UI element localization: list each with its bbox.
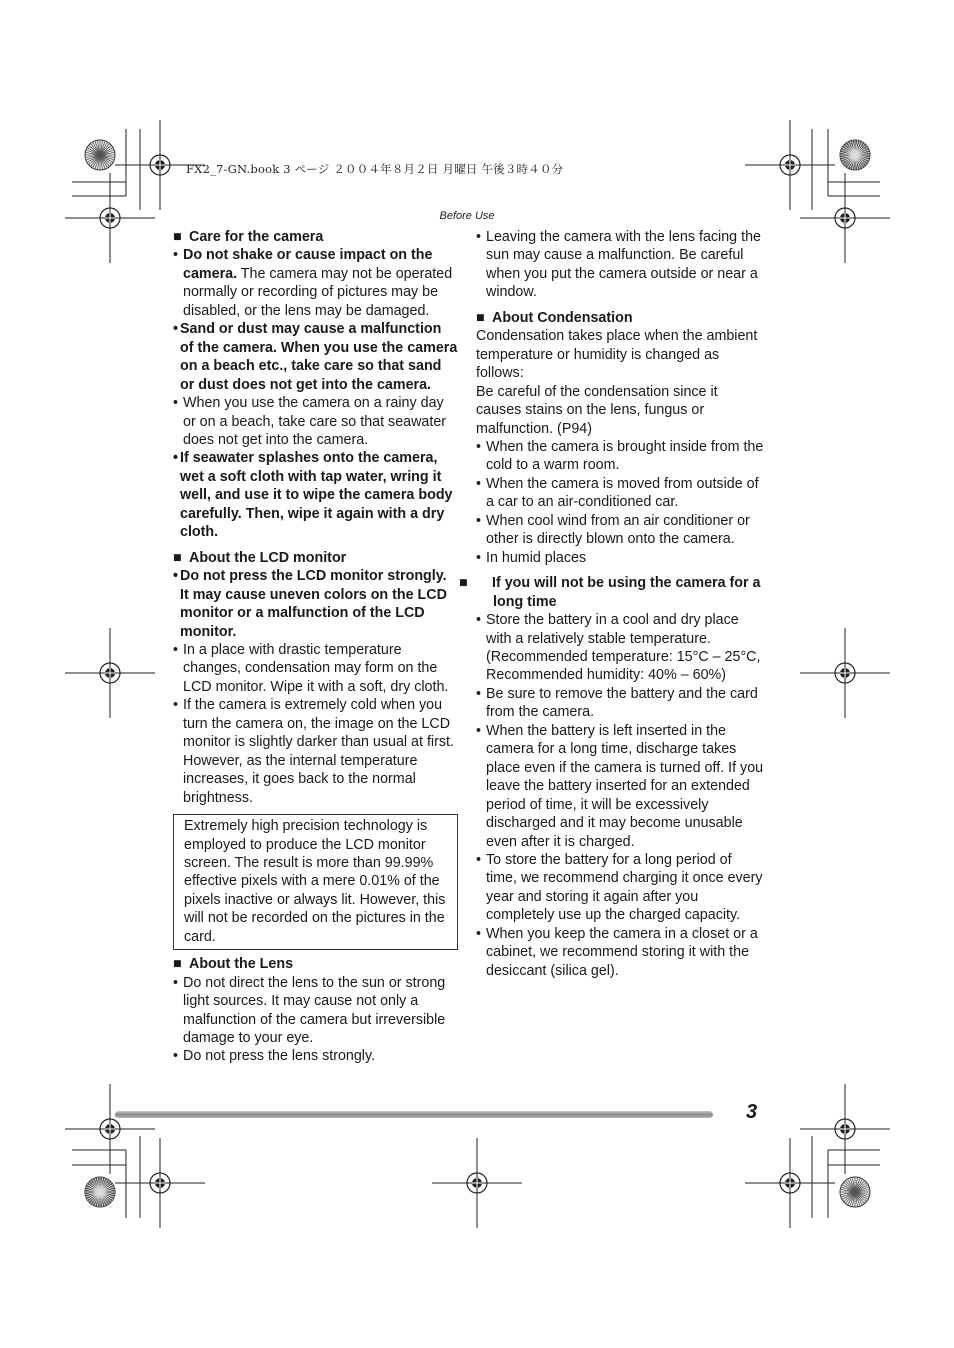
crosshair-target-icon — [745, 1138, 835, 1228]
radial-starburst-icon — [840, 1177, 870, 1207]
lcd-notice-box: Extremely high precision technology is employed to produce the LCD monitor screen. The result is more than 99.99% effective pixels with a mere 0.01% of the pixels inactive or always lit. However, this will not be recorded on the pictures in the card. — [173, 814, 458, 950]
list-item: • Do not direct the lens to the sun or strong light sources. It may cause not only a malfunction of the camera but irreversible damage to your eye. — [173, 974, 446, 1047]
bullet-icon: • — [173, 641, 179, 658]
crosshair-target-icon — [432, 1138, 522, 1228]
square-bullet-icon: ■ — [173, 229, 182, 245]
section-heading-lens: ■ About the Lens — [173, 956, 294, 973]
bullet-icon: • — [173, 247, 179, 264]
right-column — [459, 228, 764, 980]
square-bullet-icon: ■ — [459, 575, 468, 592]
section-heading-condensation: ■ About Condensation — [476, 309, 633, 326]
crosshair-target-icon — [800, 628, 890, 718]
section-heading-lcd: ■ About the LCD monitor — [173, 549, 347, 566]
paragraph: Condensation takes place when the ambient temperature or humidity is changed as follows: — [476, 328, 758, 382]
page-number: 3 — [746, 1101, 758, 1123]
bullet-icon: • — [476, 685, 482, 702]
section-heading-care: ■ Care for the camera — [173, 229, 324, 245]
bullet-icon: • — [476, 512, 482, 529]
bullet-icon: • — [476, 549, 482, 566]
left-column — [173, 228, 458, 1066]
bullet-icon: • — [173, 450, 179, 467]
bullet-icon: • — [476, 925, 482, 942]
list-item: • When you keep the camera in a closet or a cabinet, we recommend storing it with the desiccant (silica gel). — [476, 925, 758, 979]
list-item: • Sand or dust may cause a malfunction of the camera. When you use the camera on a beach etc., take care so that sand or dust does not get into the camera. — [173, 321, 458, 393]
bullet-icon: • — [173, 1048, 179, 1065]
bullet-icon: • — [476, 612, 482, 629]
list-item: • Leaving the camera with the lens facing the sun may cause a malfunction. Be careful when you put the camera outside or near a window. — [476, 229, 761, 301]
list-item: • When the battery is left inserted in the camera for a long time, discharge takes place even if the camera is turned off. If you leave the battery inserted for an extended period of time, it will be excessively discharged and it may become unusable even after it is charged. — [476, 722, 764, 850]
footer-bar — [115, 1111, 713, 1118]
running-head: Before Use — [439, 210, 495, 222]
bullet-icon: • — [173, 321, 179, 338]
print-header: FX2_7-GN.book 3 ページ ２００４年８月２日 月曜日 午後３時４０分 — [186, 162, 564, 176]
bullet-icon: • — [476, 229, 482, 245]
list-item: • If seawater splashes onto the camera, wet a soft cloth with tap water, wring it well, and use it to wipe the camera body carefully. Then, wipe it again with a dry cloth. — [173, 450, 453, 541]
paragraph: Be careful of the condensation since it causes stains on the lens, fungus or malfunction. (P94) — [476, 383, 718, 437]
bullet-icon: • — [173, 974, 179, 991]
radial-starburst-icon — [85, 140, 115, 170]
list-item: • In a place with drastic temperature changes, condensation may form on the LCD monitor. Wipe it with a soft, dry cloth. — [173, 641, 449, 695]
list-item: • Do not press the lens strongly. — [173, 1048, 376, 1065]
section-heading-longtime: ■ If you will not be using the camera for a long time — [459, 575, 761, 610]
square-bullet-icon: ■ — [173, 956, 182, 973]
list-item: • When the camera is moved from outside of a car to an air-conditioned car. — [476, 475, 759, 511]
crosshair-target-icon — [115, 1138, 205, 1228]
list-item: • Do not press the LCD monitor strongly. It may cause uneven colors on the LCD monitor or a malfunction of the LCD monitor. — [173, 568, 447, 640]
bullet-icon: • — [173, 568, 179, 585]
list-item: • When cool wind from an air conditioner or other is directly blown onto the camera. — [476, 512, 750, 548]
list-item: • Be sure to remove the battery and the card from the camera. — [476, 685, 758, 721]
list-item: • When you use the camera on a rainy day or on a beach, take care so that seawater does not get into the camera. — [173, 395, 447, 448]
bullet-icon: • — [173, 697, 179, 714]
square-bullet-icon: ■ — [476, 309, 485, 326]
crosshair-target-icon — [65, 628, 155, 718]
crosshair-target-icon — [65, 1084, 155, 1174]
radial-starburst-icon — [840, 140, 870, 170]
bullet-icon: • — [173, 395, 179, 412]
bullet-icon: • — [476, 438, 482, 455]
list-item: • Do not shake or cause impact on the camera. The camera may not be operated normally or recording of pictures may be disabled, or the lens may be damaged. — [173, 247, 453, 319]
crosshair-target-icon — [745, 120, 835, 210]
list-item: • When the camera is brought inside from the cold to a warm room. — [476, 438, 764, 474]
list-item: • In humid places — [476, 549, 587, 566]
bullet-icon: • — [476, 722, 482, 739]
radial-starburst-icon — [85, 1177, 115, 1207]
bullet-icon: • — [476, 475, 482, 492]
list-item: • If the camera is extremely cold when you turn the camera on, the image on the LCD monitor is slightly darker than usual at first. However, as the internal temperature increases, it goes back to the normal brightness. — [173, 697, 454, 806]
list-item: • Store the battery in a cool and dry place with a relatively stable temperature. (Recommended temperature: 15°C – 25°C, Recommended humidity: 40% – 60%) — [476, 612, 761, 684]
square-bullet-icon: ■ — [173, 549, 182, 566]
bullet-icon: • — [476, 851, 482, 868]
crosshair-target-icon — [800, 1084, 890, 1174]
list-item: • To store the battery for a long period of time, we recommend charging it once every year and storing it again after you completely use up the charged capacity. — [476, 851, 763, 924]
